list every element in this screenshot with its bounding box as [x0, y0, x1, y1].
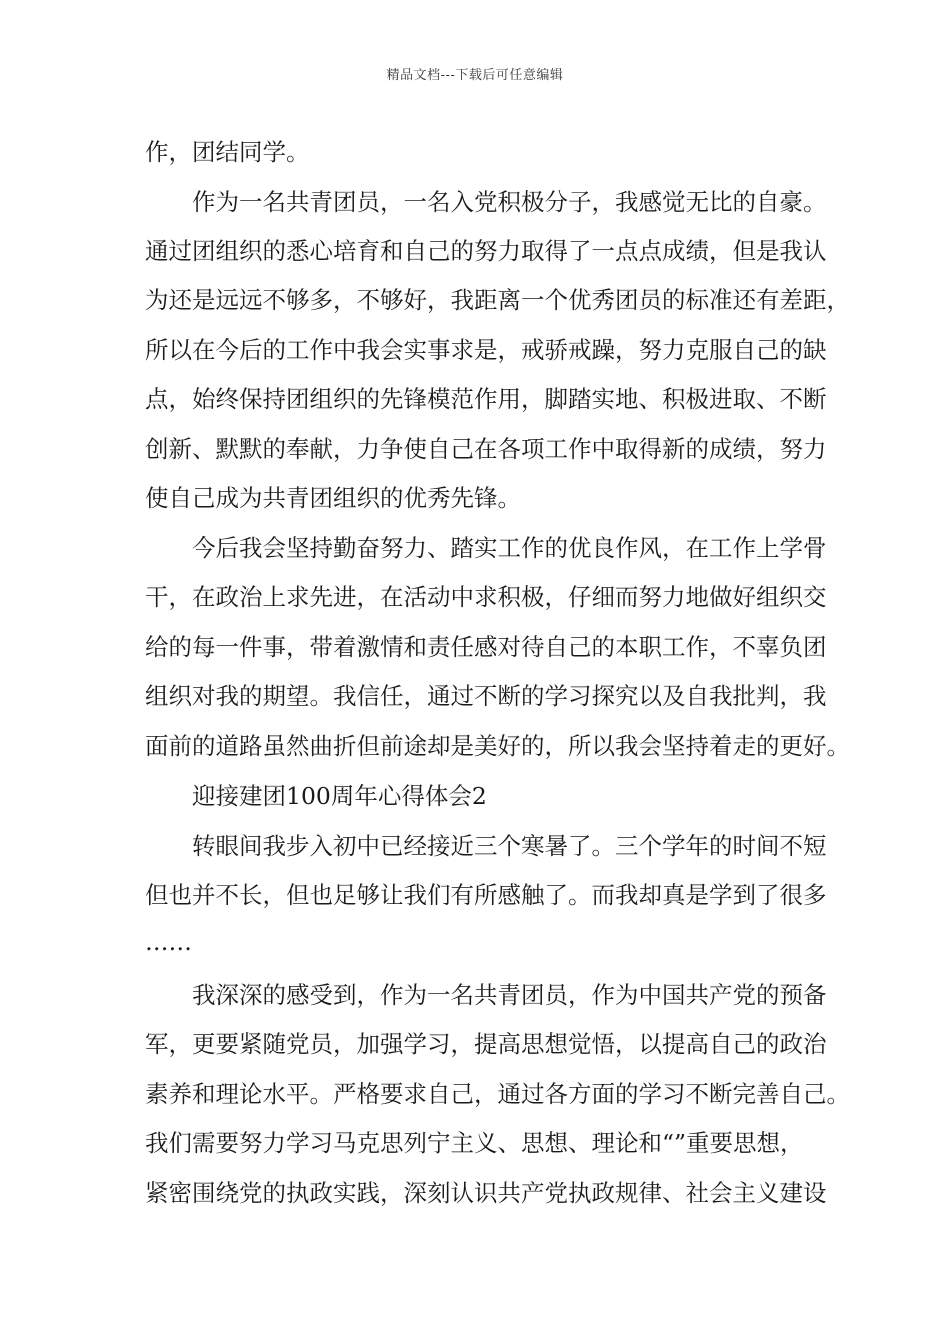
- text-line: 转眼间我步入初中已经接近三个寒暑了。三个学年的时间不短: [192, 832, 827, 860]
- text-line: 紧密围绕党的执政实践，深刻认识共产党执政规律、社会主义建设: [145, 1179, 827, 1207]
- text-line: 所以在今后的工作中我会实事求是，戒骄戒躁，努力克服自己的缺: [145, 336, 827, 364]
- text-line: 作为一名共青团员，一名入党积极分子，我感觉无比的自豪。: [192, 188, 827, 216]
- text-line: 点，始终保持团组织的先锋模范作用，脚踏实地、积极进取、不断: [145, 385, 827, 413]
- text-line: 干，在政治上求先进，在活动中求积极，仔细而努力地做好组织交: [145, 583, 827, 611]
- text-line: 通过团组织的悉心培育和自己的努力取得了一点点成绩，但是我认: [145, 237, 827, 265]
- text-line: 创新、默默的奉献，力争使自己在各项工作中取得新的成绩，努力: [145, 435, 827, 463]
- text-line: 面前的道路虽然曲折但前途却是美好的，所以我会坚持着走的更好。: [145, 732, 850, 760]
- text-line: 使自己成为共青团组织的优秀先锋。: [145, 484, 521, 512]
- text-line: 今后我会坚持勤奋努力、踏实工作的优良作风，在工作上学骨: [192, 534, 827, 562]
- text-line: 但也并不长，但也足够让我们有所感触了。而我却真是学到了很多: [145, 881, 827, 909]
- page-header: 精品文档---下载后可任意编辑: [386, 68, 564, 83]
- text-line: 给的每一件事，带着激情和责任感对待自己的本职工作，不辜负团: [145, 633, 827, 661]
- text-line: 军，更要紧随党员，加强学习，提高思想觉悟，以提高自己的政治: [145, 1030, 827, 1058]
- text-line: 素养和理论水平。严格要求自己，通过各方面的学习不断完善自己。: [145, 1080, 850, 1108]
- text-line: 为还是远远不够多，不够好，我距离一个优秀团员的标准还有差距，: [145, 286, 850, 314]
- text-line: ……: [145, 928, 192, 956]
- text-line: 我深深的感受到，作为一名共青团员，作为中国共产党的预备: [192, 981, 827, 1009]
- text-line: 作，团结同学。: [145, 138, 310, 166]
- text-line: 组织对我的期望。我信任，通过不断的学习探究以及自我批判，我: [145, 682, 827, 710]
- text-line: 我们需要努力学习马克思列宁主义、思想、理论和“”重要思想，: [145, 1129, 804, 1157]
- section-heading: 迎接建团100周年心得体会2: [192, 782, 487, 810]
